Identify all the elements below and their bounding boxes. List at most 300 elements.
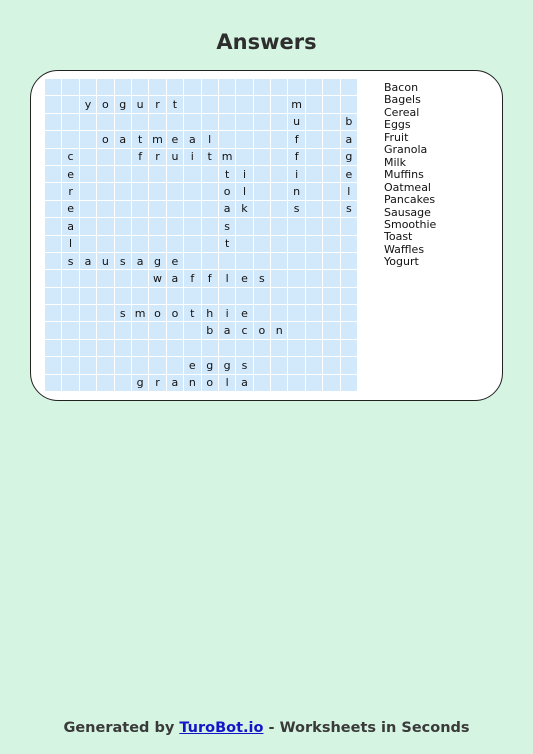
grid-cell bbox=[306, 114, 322, 130]
grid-cell bbox=[271, 131, 287, 147]
grid-cell bbox=[341, 305, 357, 321]
grid-cell bbox=[62, 375, 78, 391]
grid-cell: m bbox=[132, 305, 148, 321]
grid-cell bbox=[167, 114, 183, 130]
grid-cell bbox=[80, 79, 96, 95]
grid-cell bbox=[115, 340, 131, 356]
grid-cell: o bbox=[149, 305, 165, 321]
grid-cell bbox=[341, 340, 357, 356]
page-title: Answers bbox=[216, 30, 317, 54]
grid-cell: l bbox=[62, 236, 78, 252]
grid-cell bbox=[254, 236, 270, 252]
grid-cell bbox=[132, 166, 148, 182]
grid-cell bbox=[115, 322, 131, 338]
grid-cell: e bbox=[62, 166, 78, 182]
grid-cell: m bbox=[288, 96, 304, 112]
word-list-item: Oatmeal bbox=[384, 180, 431, 194]
grid-cell bbox=[62, 114, 78, 130]
grid-cell bbox=[323, 131, 339, 147]
grid-cell: o bbox=[254, 322, 270, 338]
grid-cell bbox=[80, 305, 96, 321]
grid-cell: g bbox=[149, 253, 165, 269]
grid-cell bbox=[132, 236, 148, 252]
grid-cell: o bbox=[219, 183, 235, 199]
grid-cell: s bbox=[288, 201, 304, 217]
grid-cell: i bbox=[236, 166, 252, 182]
grid-cell bbox=[80, 183, 96, 199]
word-list-item: Bagels bbox=[384, 93, 421, 107]
grid-cell bbox=[45, 201, 61, 217]
grid-cell bbox=[45, 183, 61, 199]
grid-cell bbox=[288, 357, 304, 373]
grid-cell bbox=[45, 149, 61, 165]
grid-cell bbox=[341, 236, 357, 252]
grid-cell bbox=[80, 236, 96, 252]
grid-cell: r bbox=[149, 96, 165, 112]
grid-cell bbox=[45, 305, 61, 321]
grid-cell bbox=[254, 201, 270, 217]
grid-cell bbox=[306, 96, 322, 112]
grid-cell bbox=[323, 166, 339, 182]
grid-cell bbox=[306, 201, 322, 217]
footer bbox=[0, 720, 533, 736]
grid-cell: a bbox=[341, 131, 357, 147]
grid-cell bbox=[167, 166, 183, 182]
grid-cell bbox=[80, 357, 96, 373]
grid-cell bbox=[271, 375, 287, 391]
grid-cell bbox=[271, 149, 287, 165]
grid-cell: f bbox=[132, 149, 148, 165]
grid-cell bbox=[306, 131, 322, 147]
grid-cell bbox=[184, 166, 200, 182]
grid-cell bbox=[306, 183, 322, 199]
grid-cell bbox=[132, 114, 148, 130]
word-list-item: Waffles bbox=[384, 242, 425, 256]
grid-cell bbox=[236, 96, 252, 112]
grid-cell: u bbox=[288, 114, 304, 130]
grid-cell bbox=[236, 288, 252, 304]
grid-cell bbox=[306, 288, 322, 304]
grid-cell bbox=[167, 288, 183, 304]
grid-cell bbox=[254, 357, 270, 373]
grid-cell: a bbox=[167, 270, 183, 286]
grid-cell bbox=[271, 236, 287, 252]
grid-cell bbox=[45, 96, 61, 112]
grid-cell: g bbox=[219, 357, 235, 373]
grid-cell bbox=[202, 183, 218, 199]
grid-cell bbox=[132, 183, 148, 199]
grid-cell: e bbox=[341, 166, 357, 182]
grid-cell bbox=[132, 322, 148, 338]
grid-cell bbox=[80, 218, 96, 234]
grid-cell bbox=[341, 288, 357, 304]
grid-cell bbox=[184, 79, 200, 95]
grid-cell: l bbox=[202, 131, 218, 147]
grid-cell bbox=[149, 114, 165, 130]
grid-cell bbox=[306, 357, 322, 373]
grid-cell bbox=[97, 375, 113, 391]
grid-cell: r bbox=[62, 183, 78, 199]
grid-cell: s bbox=[236, 357, 252, 373]
grid-cell bbox=[167, 218, 183, 234]
grid-cell bbox=[115, 270, 131, 286]
grid-cell bbox=[202, 201, 218, 217]
grid-cell bbox=[306, 340, 322, 356]
grid-cell: u bbox=[132, 96, 148, 112]
grid-cell bbox=[115, 79, 131, 95]
grid-cell bbox=[323, 270, 339, 286]
grid-cell bbox=[149, 288, 165, 304]
grid-cell bbox=[97, 270, 113, 286]
grid-cell bbox=[97, 305, 113, 321]
grid-cell bbox=[236, 131, 252, 147]
grid-cell bbox=[167, 357, 183, 373]
grid-cell bbox=[184, 218, 200, 234]
grid-cell bbox=[149, 201, 165, 217]
grid-cell bbox=[80, 166, 96, 182]
grid-cell: s bbox=[219, 218, 235, 234]
word-list-item: Yogurt bbox=[384, 255, 419, 269]
grid-cell bbox=[306, 253, 322, 269]
grid-cell bbox=[254, 114, 270, 130]
grid-cell bbox=[271, 218, 287, 234]
grid-cell: c bbox=[62, 149, 78, 165]
grid-cell bbox=[45, 270, 61, 286]
grid-cell: o bbox=[97, 131, 113, 147]
grid-cell bbox=[288, 305, 304, 321]
grid-cell bbox=[219, 114, 235, 130]
grid-cell bbox=[45, 375, 61, 391]
word-list-item: Muffins bbox=[384, 168, 424, 182]
grid-cell bbox=[45, 340, 61, 356]
grid-cell bbox=[184, 96, 200, 112]
grid-cell: t bbox=[219, 166, 235, 182]
turobot-link[interactable]: TuroBot.io bbox=[179, 720, 264, 736]
grid-cell bbox=[97, 357, 113, 373]
grid-cell: t bbox=[132, 131, 148, 147]
grid-cell bbox=[271, 288, 287, 304]
grid-cell: a bbox=[132, 253, 148, 269]
grid-cell bbox=[149, 166, 165, 182]
grid-cell bbox=[149, 236, 165, 252]
grid-cell bbox=[306, 270, 322, 286]
grid-cell: s bbox=[115, 305, 131, 321]
grid-cell bbox=[271, 166, 287, 182]
grid-cell bbox=[97, 218, 113, 234]
grid-cell: o bbox=[202, 375, 218, 391]
grid-cell: g bbox=[132, 375, 148, 391]
grid-cell bbox=[62, 288, 78, 304]
grid-cell bbox=[45, 253, 61, 269]
grid-cell bbox=[45, 79, 61, 95]
grid-cell bbox=[202, 253, 218, 269]
grid-cell bbox=[132, 288, 148, 304]
grid-cell: a bbox=[62, 218, 78, 234]
grid-cell bbox=[167, 322, 183, 338]
grid-cell bbox=[288, 375, 304, 391]
grid-cell bbox=[167, 340, 183, 356]
grid-cell: t bbox=[219, 236, 235, 252]
grid-cell bbox=[184, 183, 200, 199]
grid-cell: s bbox=[62, 253, 78, 269]
grid-cell bbox=[341, 270, 357, 286]
grid-cell bbox=[45, 357, 61, 373]
grid-cell bbox=[288, 218, 304, 234]
grid-cell bbox=[149, 79, 165, 95]
footer-suffix: - Worksheets in Seconds bbox=[263, 720, 470, 736]
grid-cell: e bbox=[236, 270, 252, 286]
grid-cell bbox=[202, 79, 218, 95]
grid-cell bbox=[132, 79, 148, 95]
grid-cell bbox=[323, 114, 339, 130]
grid-cell bbox=[45, 236, 61, 252]
grid-cell: u bbox=[167, 149, 183, 165]
grid-cell bbox=[115, 375, 131, 391]
grid-cell bbox=[341, 357, 357, 373]
grid-cell bbox=[306, 79, 322, 95]
grid-cell bbox=[202, 96, 218, 112]
grid-cell bbox=[323, 201, 339, 217]
grid-cell: n bbox=[288, 183, 304, 199]
grid-cell bbox=[323, 236, 339, 252]
grid-cell bbox=[288, 270, 304, 286]
grid-cell bbox=[236, 218, 252, 234]
grid-cell: a bbox=[115, 131, 131, 147]
grid-cell: f bbox=[288, 149, 304, 165]
grid-cell: e bbox=[62, 201, 78, 217]
grid-cell bbox=[323, 218, 339, 234]
grid-cell bbox=[202, 236, 218, 252]
grid-cell bbox=[115, 114, 131, 130]
grid-cell bbox=[219, 253, 235, 269]
grid-cell bbox=[80, 322, 96, 338]
grid-cell bbox=[97, 114, 113, 130]
grid-cell bbox=[288, 288, 304, 304]
word-list-item: Pancakes bbox=[384, 193, 436, 207]
grid-cell: e bbox=[184, 357, 200, 373]
word-list-item: Sausage bbox=[384, 205, 431, 219]
word-list-item: Fruit bbox=[384, 130, 409, 144]
grid-cell bbox=[254, 166, 270, 182]
grid-cell bbox=[202, 114, 218, 130]
word-list-item: Toast bbox=[384, 230, 413, 244]
grid-cell bbox=[271, 96, 287, 112]
grid-cell bbox=[254, 149, 270, 165]
grid-cell bbox=[132, 201, 148, 217]
grid-cell bbox=[115, 149, 131, 165]
grid-cell bbox=[271, 253, 287, 269]
grid-cell bbox=[288, 322, 304, 338]
grid-cell bbox=[254, 131, 270, 147]
grid-cell bbox=[288, 236, 304, 252]
grid-cell bbox=[288, 79, 304, 95]
word-list-item: Bacon bbox=[384, 81, 419, 94]
grid-cell bbox=[62, 131, 78, 147]
grid-cell bbox=[341, 375, 357, 391]
grid-cell bbox=[184, 253, 200, 269]
grid-cell: f bbox=[202, 270, 218, 286]
grid-cell bbox=[341, 79, 357, 95]
grid-cell bbox=[271, 270, 287, 286]
grid-cell: a bbox=[184, 131, 200, 147]
grid-cell: a bbox=[219, 322, 235, 338]
word-list bbox=[384, 82, 436, 269]
grid-cell: r bbox=[149, 375, 165, 391]
grid-cell: i bbox=[184, 149, 200, 165]
grid-cell bbox=[132, 357, 148, 373]
grid-cell bbox=[97, 201, 113, 217]
grid-cell bbox=[80, 131, 96, 147]
grid-cell: s bbox=[115, 253, 131, 269]
grid-cell bbox=[271, 183, 287, 199]
grid-cell bbox=[115, 201, 131, 217]
grid-cell: f bbox=[184, 270, 200, 286]
grid-cell: w bbox=[149, 270, 165, 286]
grid-cell: o bbox=[167, 305, 183, 321]
grid-cell: k bbox=[236, 201, 252, 217]
grid-cell bbox=[97, 149, 113, 165]
grid-cell bbox=[80, 270, 96, 286]
grid-cell bbox=[306, 149, 322, 165]
grid-cell: u bbox=[97, 253, 113, 269]
grid-cell bbox=[45, 131, 61, 147]
grid-cell bbox=[45, 114, 61, 130]
grid-cell bbox=[97, 322, 113, 338]
footer-prefix: Generated by bbox=[63, 720, 180, 736]
grid-cell bbox=[115, 218, 131, 234]
grid-cell bbox=[219, 340, 235, 356]
grid-cell bbox=[306, 218, 322, 234]
grid-cell bbox=[271, 340, 287, 356]
grid-cell bbox=[271, 79, 287, 95]
grid-cell: a bbox=[167, 375, 183, 391]
grid-cell bbox=[97, 236, 113, 252]
grid-cell bbox=[97, 288, 113, 304]
grid-cell bbox=[306, 305, 322, 321]
grid-cell bbox=[323, 288, 339, 304]
grid-cell bbox=[184, 288, 200, 304]
grid-cell: b bbox=[341, 114, 357, 130]
grid-cell bbox=[45, 288, 61, 304]
grid-cell bbox=[306, 166, 322, 182]
grid-cell bbox=[323, 357, 339, 373]
grid-cell bbox=[115, 288, 131, 304]
grid-cell bbox=[149, 183, 165, 199]
grid-cell bbox=[323, 79, 339, 95]
grid-cell bbox=[219, 96, 235, 112]
word-search-grid bbox=[45, 79, 357, 391]
grid-cell: n bbox=[271, 322, 287, 338]
grid-cell bbox=[97, 79, 113, 95]
word-list-item: Cereal bbox=[384, 105, 420, 119]
grid-cell: a bbox=[80, 253, 96, 269]
grid-cell: e bbox=[167, 131, 183, 147]
grid-cell bbox=[202, 340, 218, 356]
grid-cell bbox=[236, 79, 252, 95]
grid-cell bbox=[167, 236, 183, 252]
grid-cell bbox=[45, 218, 61, 234]
grid-cell: s bbox=[254, 270, 270, 286]
word-list-item: Milk bbox=[384, 155, 406, 169]
grid-cell bbox=[149, 218, 165, 234]
grid-cell bbox=[167, 201, 183, 217]
grid-cell bbox=[323, 149, 339, 165]
grid-cell: i bbox=[219, 305, 235, 321]
grid-cell: o bbox=[97, 96, 113, 112]
grid-cell: i bbox=[288, 166, 304, 182]
grid-cell bbox=[80, 114, 96, 130]
grid-cell bbox=[115, 166, 131, 182]
grid-cell bbox=[254, 340, 270, 356]
grid-cell bbox=[62, 322, 78, 338]
grid-cell bbox=[254, 218, 270, 234]
grid-cell bbox=[254, 183, 270, 199]
grid-cell bbox=[184, 201, 200, 217]
grid-cell bbox=[254, 253, 270, 269]
grid-cell bbox=[254, 305, 270, 321]
grid-cell bbox=[184, 322, 200, 338]
grid-cell bbox=[149, 340, 165, 356]
grid-cell: e bbox=[167, 253, 183, 269]
grid-cell bbox=[254, 375, 270, 391]
grid-cell bbox=[149, 357, 165, 373]
grid-cell bbox=[341, 253, 357, 269]
grid-cell: l bbox=[219, 375, 235, 391]
grid-cell bbox=[341, 218, 357, 234]
grid-cell: c bbox=[236, 322, 252, 338]
grid-cell bbox=[323, 375, 339, 391]
grid-cell: l bbox=[236, 183, 252, 199]
grid-cell bbox=[288, 340, 304, 356]
grid-cell bbox=[115, 357, 131, 373]
grid-cell: a bbox=[236, 375, 252, 391]
grid-cell bbox=[323, 322, 339, 338]
grid-cell bbox=[219, 288, 235, 304]
grid-cell bbox=[97, 340, 113, 356]
grid-cell bbox=[202, 218, 218, 234]
grid-cell: r bbox=[149, 149, 165, 165]
grid-cell bbox=[45, 322, 61, 338]
grid-cell bbox=[202, 166, 218, 182]
grid-cell bbox=[271, 114, 287, 130]
grid-cell bbox=[323, 305, 339, 321]
grid-cell bbox=[115, 183, 131, 199]
grid-cell bbox=[62, 357, 78, 373]
grid-cell bbox=[45, 166, 61, 182]
grid-cell: m bbox=[149, 131, 165, 147]
grid-cell bbox=[62, 305, 78, 321]
grid-cell bbox=[236, 114, 252, 130]
grid-cell bbox=[341, 322, 357, 338]
grid-cell: t bbox=[202, 149, 218, 165]
grid-cell bbox=[167, 79, 183, 95]
grid-cell bbox=[341, 96, 357, 112]
grid-cell bbox=[184, 340, 200, 356]
grid-cell bbox=[97, 166, 113, 182]
grid-cell: a bbox=[219, 201, 235, 217]
grid-cell bbox=[236, 340, 252, 356]
word-list-item: Eggs bbox=[384, 118, 411, 132]
grid-cell bbox=[236, 253, 252, 269]
grid-cell: y bbox=[80, 96, 96, 112]
word-list-item: Granola bbox=[384, 143, 428, 157]
grid-cell bbox=[306, 375, 322, 391]
grid-cell bbox=[236, 236, 252, 252]
grid-cell bbox=[184, 236, 200, 252]
grid-cell bbox=[323, 253, 339, 269]
grid-cell: n bbox=[184, 375, 200, 391]
grid-cell bbox=[288, 253, 304, 269]
